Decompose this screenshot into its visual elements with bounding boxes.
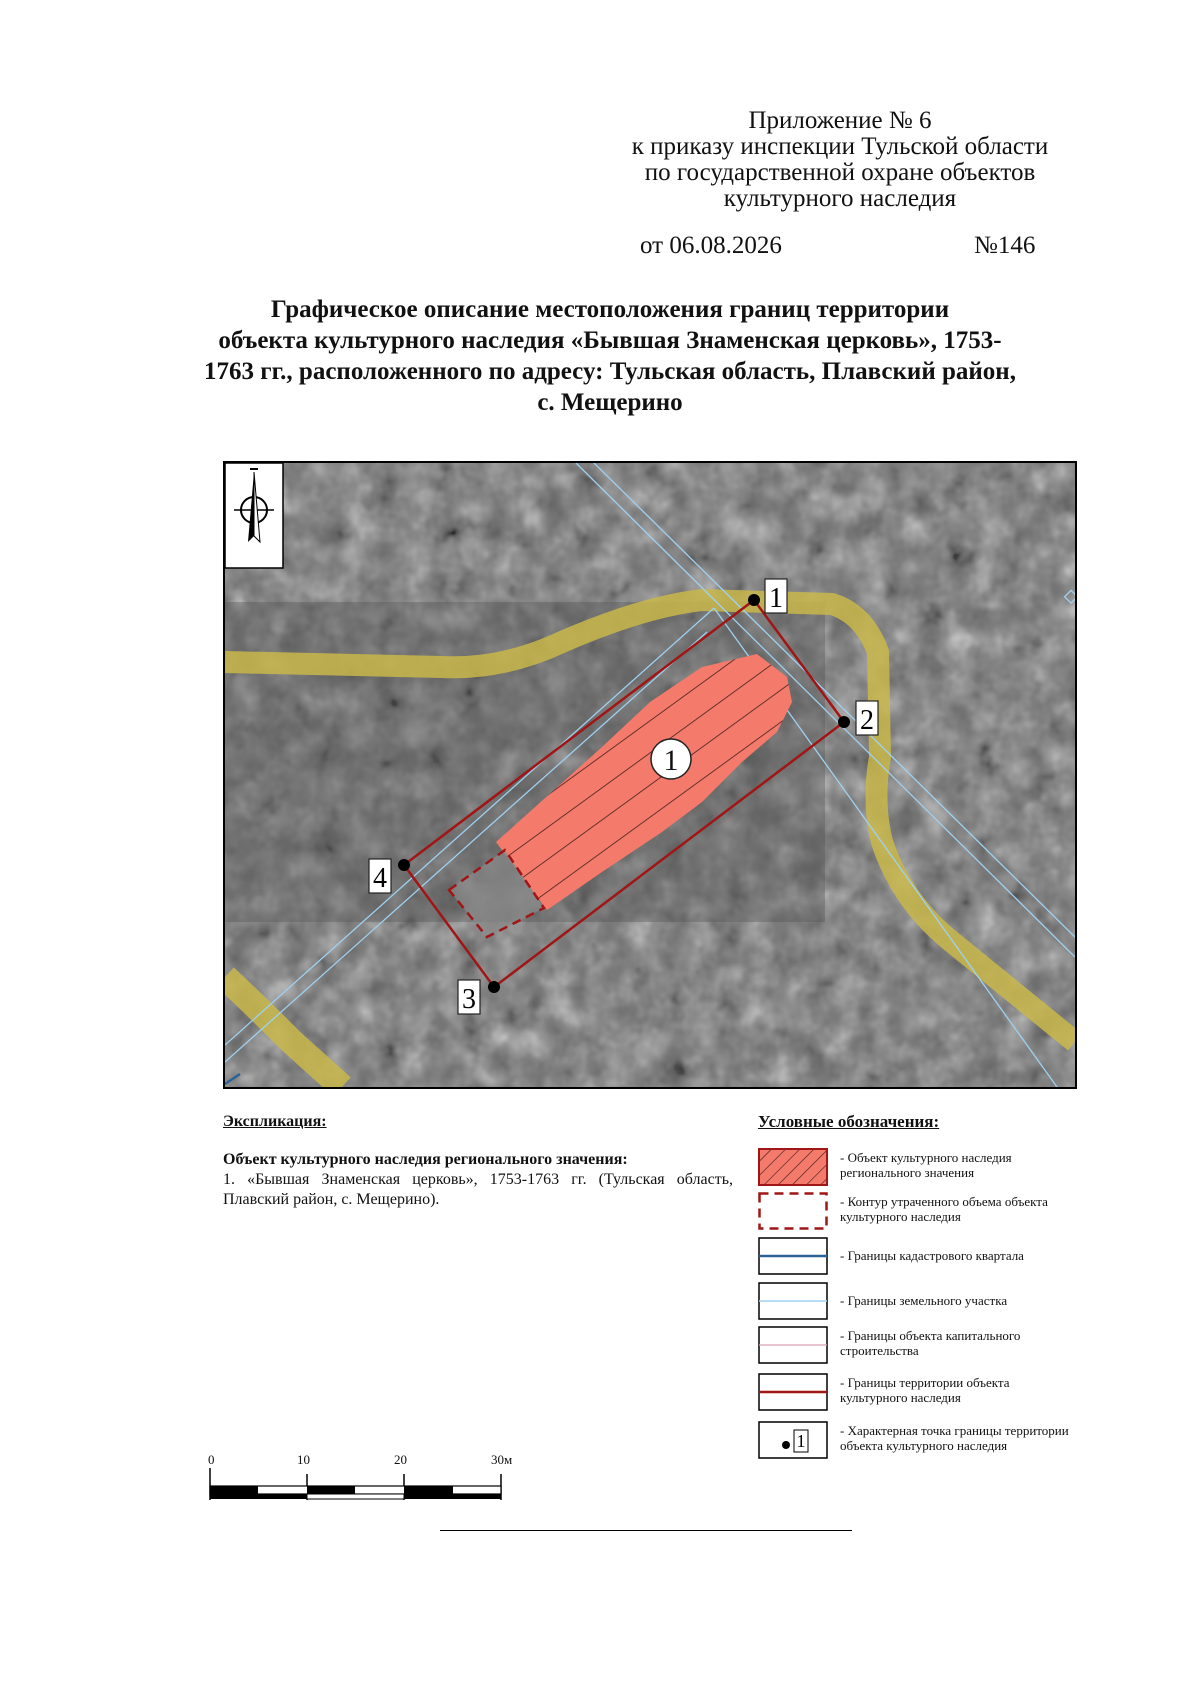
legend-item-capital-construction <box>758 1326 1078 1364</box>
point-2-label: 2 <box>860 705 874 736</box>
explication <box>223 1112 733 1210</box>
legend-label: - Границы территории объекта культурного наследия <box>840 1375 1010 1405</box>
appendix-line: культурного наследия <box>723 185 957 212</box>
scale-label: 20 <box>394 1452 407 1467</box>
legend-item-territory-border <box>758 1373 1078 1411</box>
legend-cadastral-swatch <box>758 1237 828 1275</box>
appendix-header <box>540 108 1140 212</box>
map-frame <box>223 461 1077 1089</box>
appendix-line: по государственной охране объектов <box>644 159 1036 186</box>
closing-line <box>440 1530 852 1531</box>
title-line: объекта культурного наследия «Бывшая Знаменская церковь», 1753- <box>218 327 1002 354</box>
scale-label: 0 <box>208 1452 215 1467</box>
legend-item-land-plot <box>758 1282 1078 1320</box>
legend-item-heritage-object <box>758 1148 1078 1186</box>
title-line: 1763 гг., расположенного по адресу: Тульская область, Плавский район, <box>204 358 1016 385</box>
title-line: с. Мещерино <box>537 389 683 416</box>
point-3-label: 3 <box>462 984 476 1015</box>
north-arrow-icon <box>225 463 283 568</box>
legend <box>758 1112 1078 1453</box>
legend-item-cadastral-quarter <box>758 1237 1078 1275</box>
scale-graphic <box>208 1466 508 1506</box>
scale-bar <box>208 1452 513 1502</box>
map-canvas <box>225 463 1075 1087</box>
legend-label: - Объект культурного наследия регионального значения <box>840 1150 1012 1180</box>
legend-item-characteristic-point <box>758 1421 1078 1459</box>
appendix-line: Приложение № 6 <box>748 107 932 134</box>
legend-hatch-swatch <box>758 1148 828 1186</box>
order-date: от 06.08.2026 <box>640 232 782 259</box>
document-title <box>150 294 1070 418</box>
point-4-label: 4 <box>373 863 387 894</box>
legend-label: - Границы кадастрового квартала <box>840 1248 1024 1263</box>
object-label: 1 <box>663 744 679 777</box>
legend-label: - Контур утраченного объема объекта культурного наследия <box>840 1194 1048 1224</box>
appendix-line: к приказу инспекции Тульской области <box>631 133 1049 160</box>
scale-label: 30м <box>491 1452 513 1467</box>
explication-item: 1. «Бывшая Знаменская церковь», 1753-1763 гг. (Тульская область, Плавский район, с. Мещерино). <box>223 1171 733 1208</box>
title-line: Графическое описание местоположения границ территории <box>270 296 950 323</box>
point-1-label: 1 <box>769 583 783 614</box>
order-number: №146 <box>974 232 1036 259</box>
legend-land-plot-swatch <box>758 1282 828 1320</box>
explication-heading: Экспликация: <box>223 1113 327 1130</box>
scale-label: 10 <box>297 1452 310 1467</box>
legend-label: - Границы объекта капитального строительства <box>840 1328 1021 1358</box>
legend-point-label: 1 <box>796 1431 806 1451</box>
legend-item-lost-volume <box>758 1192 1078 1230</box>
legend-label: - Характерная точка границы территории объекта культурного наследия <box>840 1423 1069 1453</box>
legend-territory-swatch <box>758 1373 828 1411</box>
legend-heading: Условные обозначения: <box>758 1112 940 1131</box>
legend-dashed-swatch <box>758 1192 828 1230</box>
legend-capital-swatch <box>758 1326 828 1364</box>
explication-subheading: Объект культурного наследия регионального значения: <box>223 1151 628 1168</box>
legend-label: - Границы земельного участка <box>840 1293 1008 1308</box>
legend-point-swatch <box>758 1421 828 1459</box>
